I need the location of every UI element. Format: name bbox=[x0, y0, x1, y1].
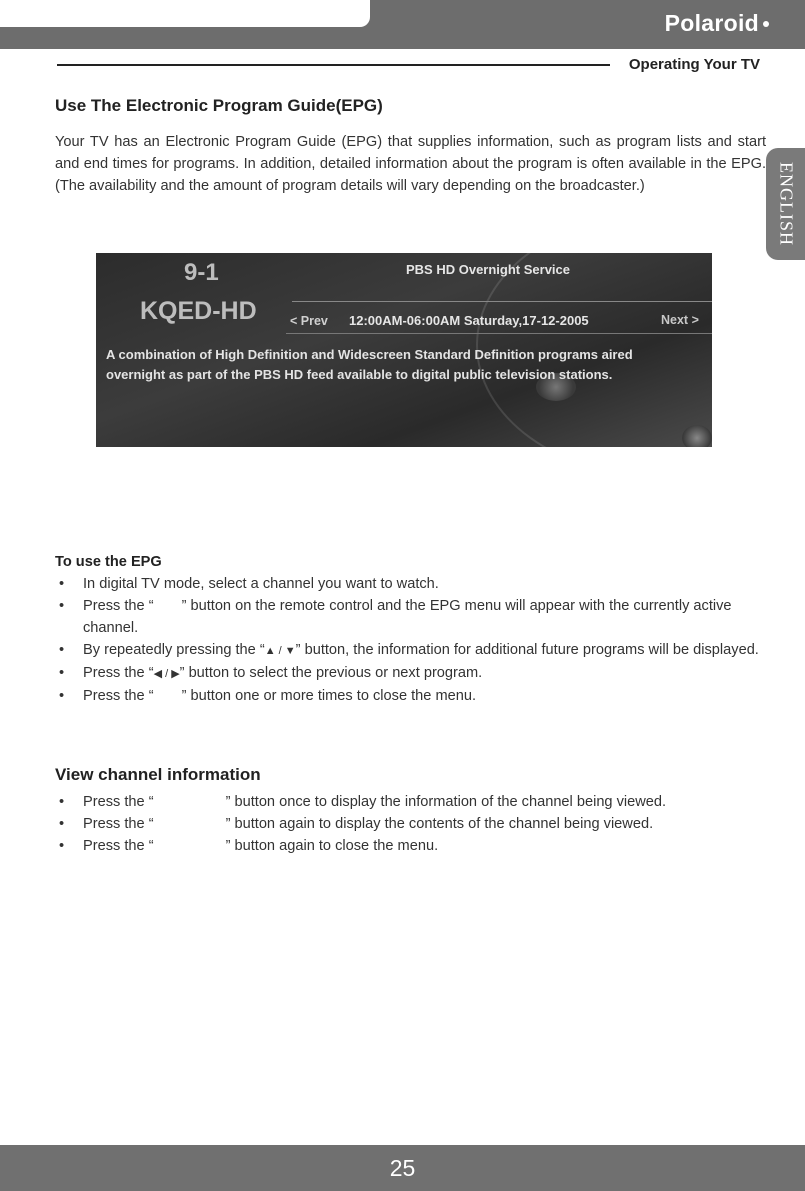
footer-bar bbox=[0, 1145, 805, 1191]
screen-reflection bbox=[682, 425, 712, 447]
list-item: • Press the “◀ / ▶” button to select the previous or next program. bbox=[55, 662, 767, 685]
epg-time-range: 12:00AM-06:00AM Saturday,17-12-2005 bbox=[349, 313, 589, 328]
header-bar bbox=[0, 0, 805, 49]
epg-divider bbox=[286, 333, 712, 334]
list-item: • Press the “ ” button on the remote control and the EPG menu will appear with the currently active channel. bbox=[55, 595, 767, 639]
header-tab bbox=[0, 0, 370, 27]
list-item: • By repeatedly pressing the “▲ / ▼” button, the information for additional future programs will be displayed. bbox=[55, 639, 767, 662]
view-channel-title: View channel information bbox=[55, 765, 261, 784]
list-item: • In digital TV mode, select a channel you want to watch. bbox=[55, 573, 767, 595]
epg-channel-number: 9-1 bbox=[184, 259, 219, 286]
view-channel-list bbox=[55, 791, 767, 857]
list-item: • Press the “ ” button again to close the menu. bbox=[55, 835, 767, 857]
brand-dot-icon bbox=[763, 21, 769, 27]
epg-program-title: PBS HD Overnight Service bbox=[406, 262, 570, 277]
left-right-arrow-icon: ◀ / ▶ bbox=[153, 668, 180, 680]
page-number: 25 bbox=[389, 1155, 416, 1181]
list-item: • Press the “ ” button once to display the information of the channel being viewed. bbox=[55, 791, 767, 813]
epg-screenshot bbox=[96, 253, 712, 447]
use-epg-list bbox=[55, 573, 767, 707]
list-item: • Press the “ ” button again to display the contents of the channel being viewed. bbox=[55, 813, 767, 835]
language-tab-label: ENGLISH bbox=[776, 162, 796, 246]
epg-program-description: A combination of High Definition and Widescreen Standard Definition programs aired overnight as part of the PBS HD feed available to digital public television stations. bbox=[106, 347, 633, 382]
epg-channel-name: KQED-HD bbox=[140, 297, 257, 325]
up-down-arrow-icon: ▲ / ▼ bbox=[264, 645, 296, 657]
epg-next: Next > bbox=[661, 313, 699, 327]
language-tab bbox=[766, 148, 805, 260]
section-divider bbox=[57, 64, 610, 66]
epg-prev: < Prev bbox=[290, 314, 328, 328]
section-title: Operating Your TV bbox=[628, 56, 760, 73]
list-item: • Press the “ ” button one or more times to close the menu. bbox=[55, 685, 767, 707]
epg-divider bbox=[292, 301, 712, 302]
use-epg-title: To use the EPG bbox=[55, 554, 162, 570]
page-heading: Use The Electronic Program Guide(EPG) bbox=[55, 96, 383, 115]
brand-logo: Polaroid bbox=[664, 10, 759, 36]
intro-paragraph: Your TV has an Electronic Program Guide (EPG) that supplies information, such as program lists and start and end times for programs. In addition, detailed information about the program is often available in the EPG. (The availability and the amount of program details will vary depending on the broadcaster.) bbox=[55, 134, 766, 194]
